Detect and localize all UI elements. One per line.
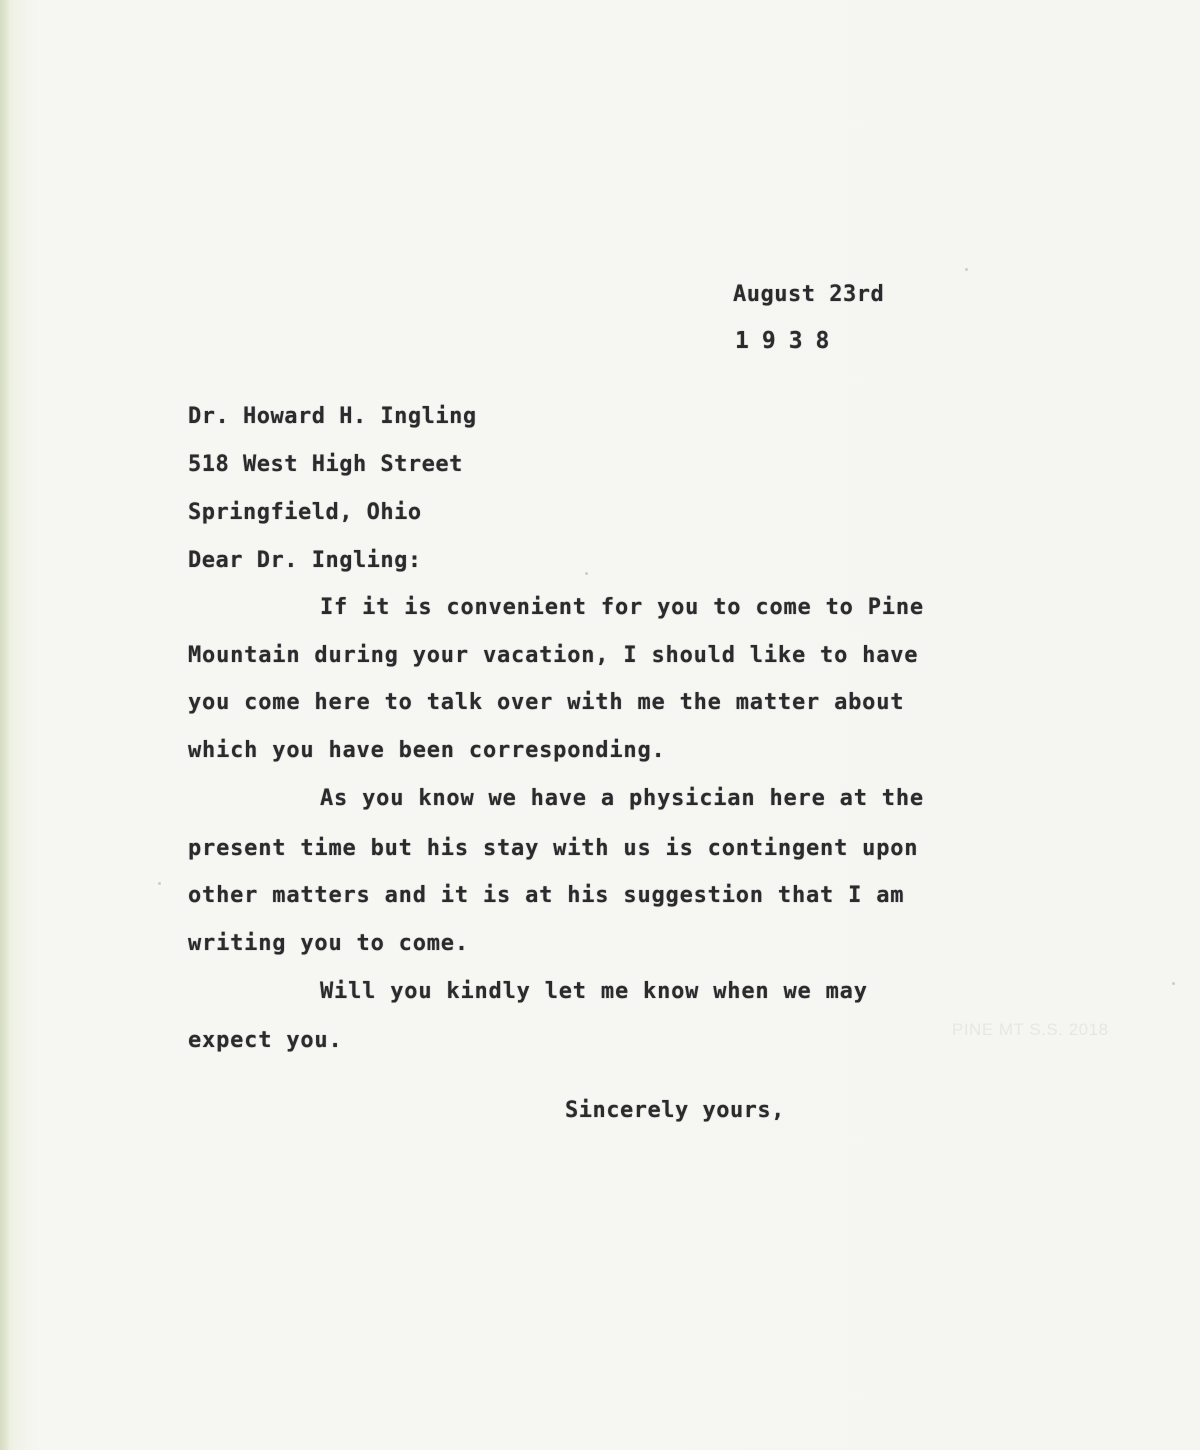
body-line: writing you to come.	[188, 931, 469, 956]
body-line: Will you kindly let me know when we may	[320, 979, 868, 1004]
paper-speck	[585, 572, 588, 575]
body-line: If it is convenient for you to come to Pine	[320, 595, 924, 620]
paper-edge	[0, 0, 10, 1450]
paper-speck	[1172, 982, 1175, 985]
recipient-street: 518 West High Street	[188, 452, 463, 477]
letter-year: 1938	[735, 328, 843, 354]
body-line: Mountain during your vacation, I should like to have	[188, 643, 919, 668]
body-line: other matters and it is at his suggestion that I am	[188, 883, 905, 908]
body-line: which you have been corresponding.	[188, 738, 666, 763]
archive-watermark: PINE MT S.S. 2018	[952, 1020, 1109, 1039]
recipient-city: Springfield, Ohio	[188, 500, 422, 525]
salutation: Dear Dr. Ingling:	[188, 548, 422, 573]
letter-date: August 23rd	[733, 282, 885, 307]
paper-speck	[158, 882, 161, 885]
body-line: you come here to talk over with me the matter about	[188, 690, 905, 715]
recipient-name: Dr. Howard H. Ingling	[188, 404, 477, 429]
closing: Sincerely yours,	[565, 1098, 785, 1123]
paper-speck	[965, 268, 968, 271]
body-line: expect you.	[188, 1028, 343, 1053]
body-line: As you know we have a physician here at the	[320, 786, 924, 811]
body-line: present time but his stay with us is contingent upon	[188, 836, 919, 861]
